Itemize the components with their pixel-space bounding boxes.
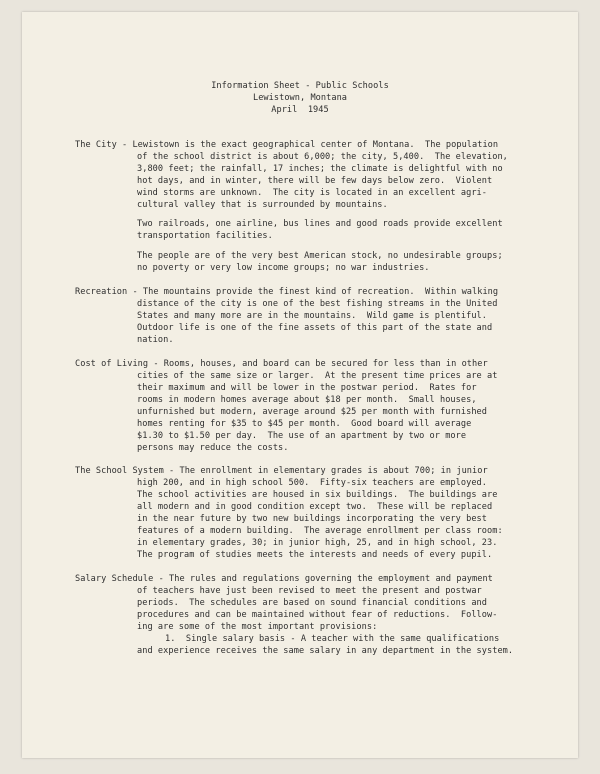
section-line: The City - Lewistown is the exact geographical center of Montana. The population bbox=[75, 140, 499, 150]
document-title: Information Sheet - Public Schools bbox=[211, 81, 389, 91]
section-line: high 200, and in high school 500. Fifty-six teachers are employed. bbox=[137, 478, 487, 488]
section-line: States and many more are in the mountains. Wild game is plentiful. bbox=[137, 311, 487, 321]
document-date: April 1945 bbox=[271, 105, 329, 115]
section-line: in elementary grades, 30; in junior high, 25, and in high school, 23. bbox=[137, 538, 498, 548]
section-line: no poverty or very low income groups; no war industries. bbox=[137, 263, 430, 273]
section-line: wind storms are unknown. The city is located in an excellent agri- bbox=[137, 188, 487, 198]
section-line: in the near future by two new buildings incorporating the very best bbox=[137, 514, 487, 524]
section-line: cities of the same size or larger. At the present time prices are at bbox=[137, 371, 498, 381]
section-line: Cost of Living - Rooms, houses, and board can be secured for less than in other bbox=[75, 359, 488, 369]
section-line: their maximum and will be lower in the postwar period. Rates for bbox=[137, 383, 477, 393]
section-line: of teachers have just been revised to meet the present and postwar bbox=[137, 586, 482, 596]
document-location: Lewistown, Montana bbox=[252, 93, 348, 103]
section-line: The people are of the very best American stock, no undesirable groups; bbox=[137, 251, 503, 261]
section-line: Outdoor life is one of the fine assets of this part of the state and bbox=[137, 323, 493, 333]
section-line: Salary Schedule - The rules and regulations governing the employment and payment bbox=[75, 574, 493, 584]
section-line: features of a modern building. The average enrollment per class room: bbox=[137, 526, 503, 536]
section-line: unfurnished but modern, average around $25 per month with furnished bbox=[137, 407, 487, 417]
section-line: distance of the city is one of the best fishing streams in the United bbox=[137, 299, 498, 309]
section-line: homes renting for $35 to $45 per month. Good board will average bbox=[137, 419, 472, 429]
section-line: transportation facilities. bbox=[137, 231, 273, 241]
section-line: rooms in modern homes average about $18 per month. Small houses, bbox=[137, 395, 477, 405]
section-line: Recreation - The mountains provide the finest kind of recreation. Within walking bbox=[75, 287, 499, 297]
section-line: procedures and can be maintained without fear of reductions. Follow- bbox=[137, 610, 498, 620]
section-line: Two railroads, one airline, bus lines and good roads provide excellent bbox=[137, 219, 503, 229]
section-line: persons may reduce the costs. bbox=[137, 443, 289, 453]
section-line: The School System - The enrollment in elementary grades is about 700; in junior bbox=[75, 466, 488, 476]
section-line: cultural valley that is surrounded by mountains. bbox=[137, 200, 388, 210]
section-line: The school activities are housed in six buildings. The buildings are bbox=[137, 490, 498, 500]
section-line: The program of studies meets the interests and needs of every pupil. bbox=[137, 550, 493, 560]
section-line: ing are some of the most important provisions: bbox=[137, 622, 378, 632]
section-line: $1.30 to $1.50 per day. The use of an apartment by two or more bbox=[137, 431, 467, 441]
section-line: nation. bbox=[137, 335, 174, 345]
section-line: hot days, and in winter, there will be few days below zero. Violent bbox=[137, 176, 493, 186]
section-line: and experience receives the same salary in any department in the system. bbox=[137, 646, 514, 656]
section-line: all modern and in good condition except two. These will be replaced bbox=[137, 502, 493, 512]
section-line: 3,800 feet; the rainfall, 17 inches; the climate is delightful with no bbox=[137, 164, 503, 174]
section-line: periods. The schedules are based on sound financial conditions and bbox=[137, 598, 487, 608]
section-line: of the school district is about 6,000; the city, 5,400. The elevation, bbox=[137, 152, 508, 162]
section-line: 1. Single salary basis - A teacher with the same qualifications bbox=[165, 634, 500, 644]
